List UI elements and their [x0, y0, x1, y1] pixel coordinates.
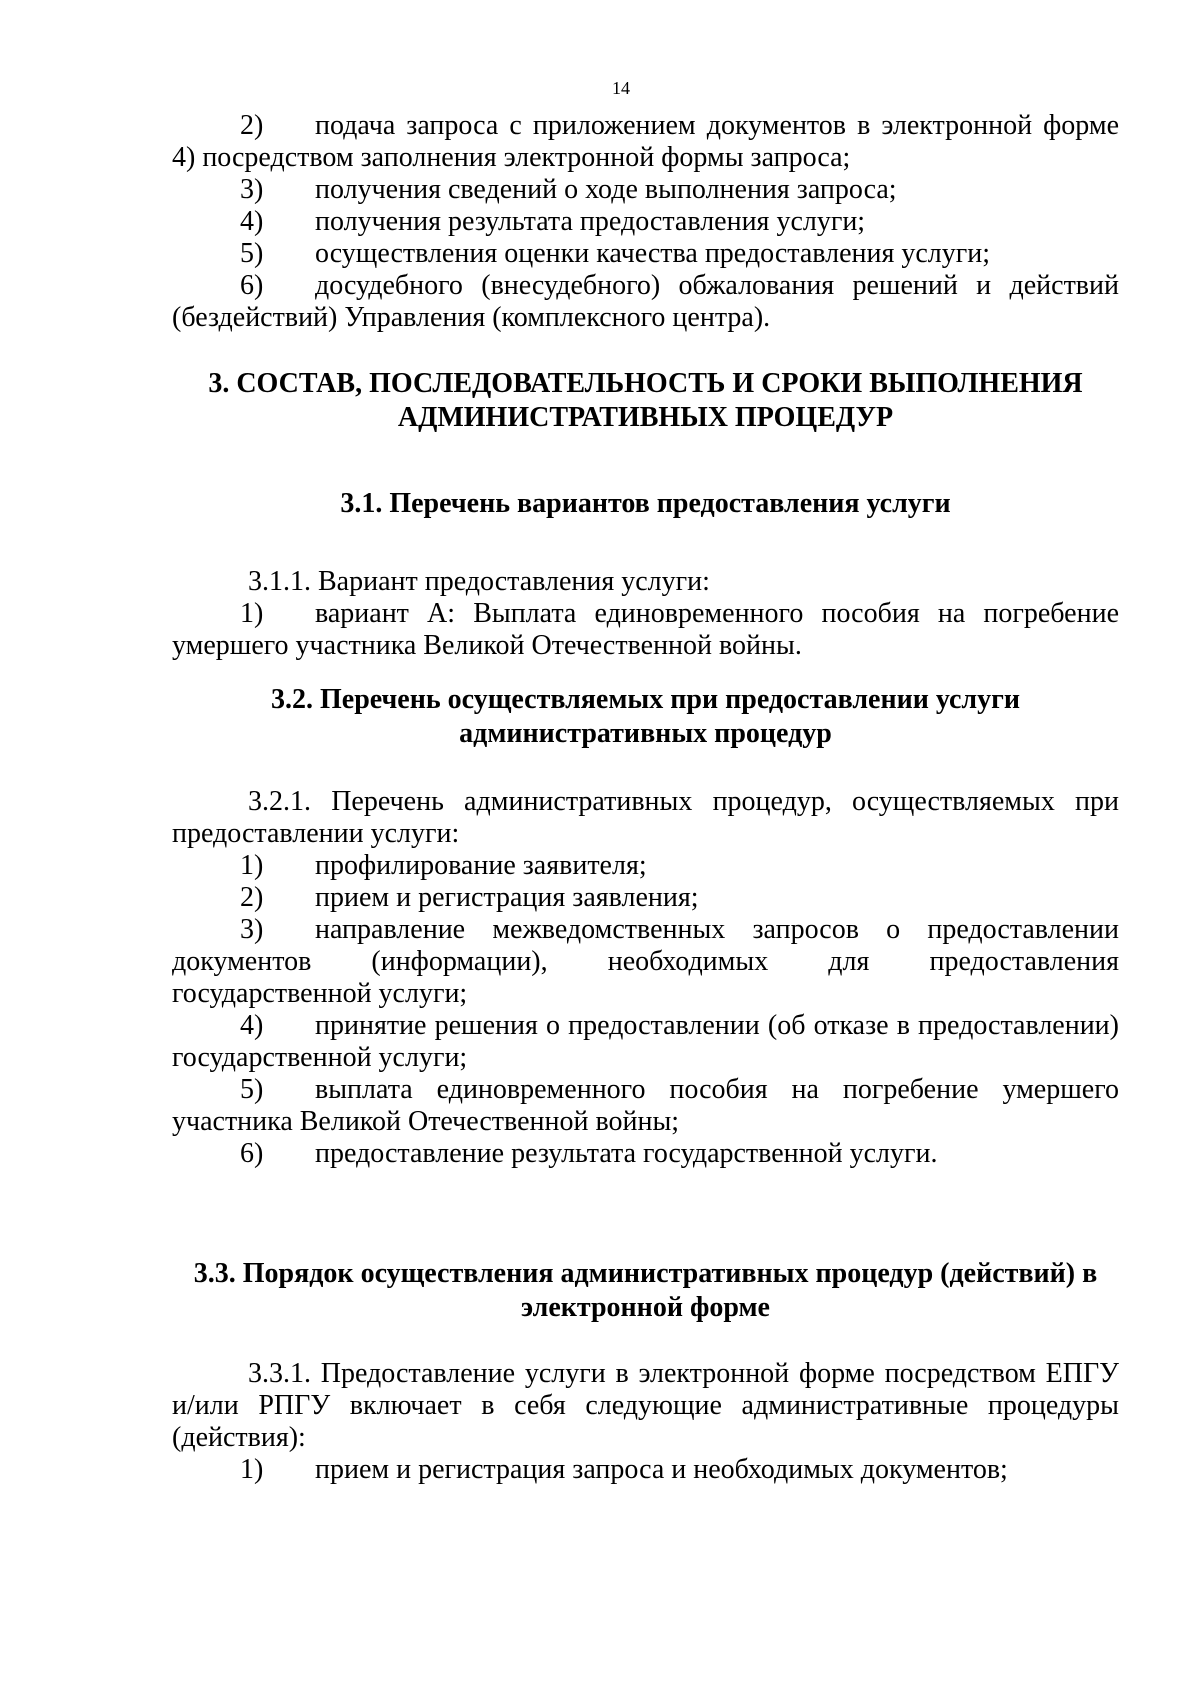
list-item-number: 3)	[240, 914, 264, 945]
list-item-number: 1)	[240, 598, 264, 629]
list-item-text: осуществления оценки качества предоставления услуги;	[315, 238, 990, 269]
list-item-number: 4)	[240, 206, 264, 237]
list-item-number: 5)	[240, 238, 264, 269]
paragraph-text: предоставлении услуги:	[172, 818, 460, 849]
list-item-number: 5)	[240, 1074, 264, 1105]
list-item-text: получения результата предоставления услуги;	[315, 206, 866, 237]
list-item-number: 1)	[240, 850, 264, 881]
subsection-heading-line: 3.1. Перечень вариантов предоставления услуги	[340, 488, 951, 519]
paragraph-text: 3.1.1. Вариант предоставления услуги:	[248, 566, 710, 597]
list-item-text: умершего участника Великой Отечественной войны.	[172, 630, 802, 661]
list-item-number: 2)	[240, 882, 264, 913]
paragraph-text: (действия):	[172, 1422, 306, 1453]
list-item-text: прием и регистрация запроса и необходимых документов;	[315, 1454, 1008, 1485]
list-item-text: профилирование заявителя;	[315, 850, 647, 881]
list-item-number: 6)	[240, 1138, 264, 1169]
paragraph-text: и/или РПГУ включает в себя следующие административные процедуры	[172, 1390, 1119, 1421]
list-item-text: государственной услуги;	[172, 1042, 468, 1073]
page-number-text: 14	[612, 78, 630, 98]
list-item-text: направление межведомственных запросов о предоставлении	[315, 914, 1119, 945]
list-item-number: 6)	[240, 270, 264, 301]
list-item-text: документов (информации), необходимых для предоставления	[172, 946, 1119, 977]
list-item-number: 4)	[240, 1010, 264, 1041]
list-item-number: 2)	[240, 110, 264, 141]
list-item-text: предоставление результата государственной услуги.	[315, 1138, 938, 1169]
section-heading-line: 3. СОСТАВ, ПОСЛЕДОВАТЕЛЬНОСТЬ И СРОКИ ВЫПОЛНЕНИЯ	[208, 368, 1083, 399]
subsection-heading-line: 3.2. Перечень осуществляемых при предоставлении услуги	[271, 684, 1020, 715]
list-item-text: принятие решения о предоставлении (об отказе в предоставлении)	[315, 1010, 1119, 1041]
list-item-text: 4) посредством заполнения электронной формы запроса;	[172, 142, 851, 173]
subsection-heading-line: административных процедур	[459, 718, 832, 749]
subsection-heading-line: 3.3. Порядок осуществления административных процедур (действий) в	[193, 1258, 1098, 1289]
list-item-text: прием и регистрация заявления;	[315, 882, 699, 913]
list-item-text: государственной услуги;	[172, 978, 468, 1009]
subsection-heading-line: электронной форме	[521, 1292, 770, 1323]
list-item-text: подача запроса с приложением документов в электронной форме	[315, 110, 1119, 141]
list-item-text: участника Великой Отечественной войны;	[172, 1106, 680, 1137]
paragraph-text: 3.2.1. Перечень административных процедур, осуществляемых при	[248, 786, 1119, 817]
list-item-text: (бездействий) Управления (комплексного центра).	[172, 302, 771, 333]
list-item-text: вариант А: Выплата единовременного пособия на погребение	[315, 598, 1119, 629]
paragraph-text: 3.3.1. Предоставление услуги в электронной форме посредством ЕПГУ	[248, 1358, 1119, 1389]
section-heading-line: АДМИНИСТРАТИВНЫХ ПРОЦЕДУР	[397, 402, 894, 433]
list-item-text: выплата единовременного пособия на погребение умершего	[315, 1074, 1119, 1105]
list-item-number: 1)	[240, 1454, 264, 1485]
list-item-text: получения сведений о ходе выполнения запроса;	[315, 174, 897, 205]
list-item-text: досудебного (внесудебного) обжалования решений и действий	[315, 270, 1119, 301]
list-item-number: 3)	[240, 174, 264, 205]
